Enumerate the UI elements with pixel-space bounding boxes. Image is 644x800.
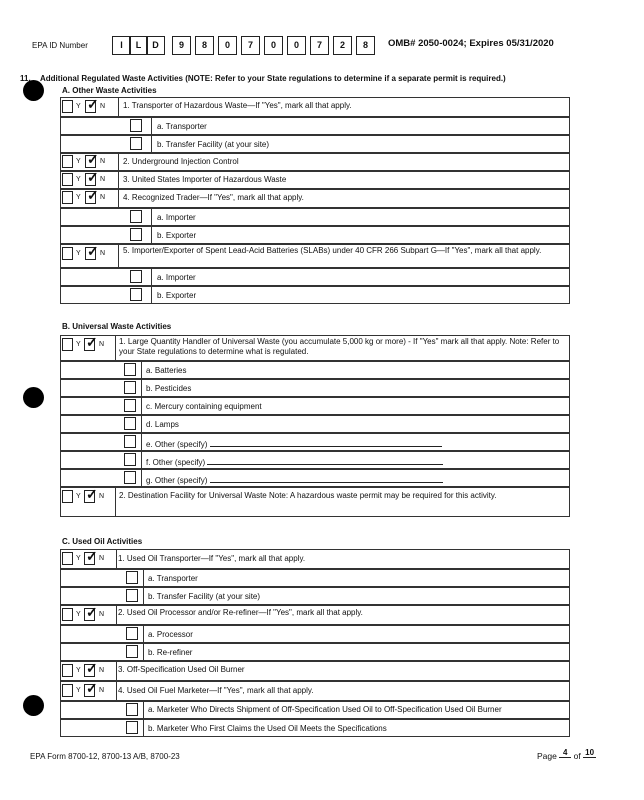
c1b-label: b. Transfer Facility (at your site): [148, 592, 261, 601]
a4a-label: a. Importer: [157, 213, 196, 222]
epa-id-char: 0: [218, 36, 237, 55]
c2-yes-label: Y: [76, 611, 81, 618]
punch-hole-bottom: [23, 695, 44, 716]
b1-label: 1. Large Quantity Handler of Universal Waste (you accumulate 5,000 kg or more) - If "Yes" mark all that apply. Note: Refer to your State regulations to determine what is regulated.: [119, 337, 560, 356]
c2a-label: a. Processor: [148, 630, 193, 639]
b1b-row: [60, 379, 570, 397]
footer-page: Page 4 of 10: [537, 748, 596, 761]
c4-no-checkbox[interactable]: [84, 680, 98, 697]
a4-yes-label: Y: [76, 194, 81, 201]
b1g-checkbox[interactable]: [124, 471, 136, 484]
epa-id-char: 8: [195, 36, 214, 55]
b1-no-label: N: [99, 341, 105, 348]
checkmark-icon: ✓: [86, 486, 98, 502]
a5-yes-label: Y: [76, 250, 81, 257]
checkmark-icon: ✓: [87, 151, 99, 167]
checkmark-icon: ✓: [86, 334, 98, 350]
a3-yes-checkbox[interactable]: [62, 173, 73, 186]
c3-label: 3. Off-Specification Used Oil Burner: [118, 665, 245, 674]
a3-no-checkbox[interactable]: [85, 169, 99, 186]
b1a-label: a. Batteries: [146, 366, 187, 375]
a3-no-label: N: [100, 176, 106, 183]
a2-no-label: N: [100, 158, 106, 165]
a2-yes-label: Y: [76, 158, 81, 165]
b1d-label: d. Lamps: [146, 420, 179, 429]
checkmark-icon: ✓: [87, 169, 99, 185]
page-number: 4: [559, 748, 571, 758]
b1d-checkbox[interactable]: [124, 417, 136, 430]
a1-no-checkbox[interactable]: [85, 96, 99, 113]
a1-label: 1. Transporter of Hazardous Waste—If "Yes", mark all that apply.: [123, 101, 352, 110]
a4-no-checkbox[interactable]: [85, 187, 99, 204]
page-total: 10: [583, 748, 596, 758]
epa-id-char: 7: [310, 36, 329, 55]
c4a-checkbox[interactable]: [126, 703, 138, 716]
a4b-label: b. Exporter: [157, 231, 197, 240]
c1a-checkbox[interactable]: [126, 571, 138, 584]
c3-no-checkbox[interactable]: [84, 660, 98, 677]
part-b-title: B. Universal Waste Activities: [62, 322, 172, 331]
a5-no-checkbox[interactable]: [85, 243, 99, 260]
punch-hole-middle: [23, 387, 44, 408]
c2-label: 2. Used Oil Processor and/or Re-refiner—If "Yes", mark all that apply.: [118, 608, 363, 617]
a1a-label: a. Transporter: [157, 122, 207, 131]
c4-yes-checkbox[interactable]: [62, 684, 73, 697]
part-c-title: C. Used Oil Activities: [62, 537, 143, 546]
a4-label: 4. Recognized Trader—If "Yes", mark all that apply.: [123, 193, 304, 202]
section-number: 11.: [20, 74, 31, 83]
a5b-label: b. Exporter: [157, 291, 197, 300]
a1-yes-label: Y: [76, 103, 81, 110]
checkmark-icon: ✓: [86, 680, 98, 696]
a1-yes-checkbox[interactable]: [62, 100, 73, 113]
b2-label: 2. Destination Facility for Universal Waste Note: A hazardous waste permit may be required for this activity.: [119, 491, 497, 500]
b1-no-checkbox[interactable]: [84, 334, 98, 351]
epa-id-char: 7: [241, 36, 260, 55]
a3-yes-label: Y: [76, 176, 81, 183]
b1g-label: g. Other (specify): [146, 474, 443, 485]
c2b-checkbox[interactable]: [126, 645, 138, 658]
a5b-checkbox[interactable]: [130, 288, 142, 301]
b1c-label: c. Mercury containing equipment: [146, 402, 262, 411]
omb-number: OMB# 2050-0024; Expires 05/31/2020: [388, 38, 554, 49]
checkmark-icon: ✓: [87, 187, 99, 203]
b1d-row: [60, 415, 570, 433]
a1b-label: b. Transfer Facility (at your site): [157, 140, 270, 149]
epa-id-char: 9: [172, 36, 191, 55]
c2b-label: b. Re-refiner: [148, 648, 193, 657]
checkmark-icon: ✓: [87, 96, 99, 112]
b1c-checkbox[interactable]: [124, 399, 136, 412]
c2-no-label: N: [99, 611, 105, 618]
epa-id-char: L: [129, 36, 148, 55]
c4a-label: a. Marketer Who Directs Shipment of Off-Specification Used Oil to Off-Specification Used Oil Burner: [148, 705, 502, 714]
footer-form: EPA Form 8700-12, 8700-13 A/B, 8700-23: [30, 752, 180, 761]
b1-yes-label: Y: [76, 341, 81, 348]
c1-yes-label: Y: [76, 555, 81, 562]
a2-no-checkbox[interactable]: [85, 151, 99, 168]
c2-yes-checkbox[interactable]: [62, 608, 73, 621]
c4-yes-label: Y: [76, 687, 81, 694]
a4-no-label: N: [100, 194, 106, 201]
c1-yes-checkbox[interactable]: [62, 552, 73, 565]
checkmark-icon: ✓: [86, 548, 98, 564]
epa-id-char: D: [146, 36, 165, 55]
b1f-label: f. Other (specify): [146, 456, 443, 467]
b1c-row: [60, 397, 570, 415]
a1a-checkbox[interactable]: [130, 119, 142, 132]
b1b-label: b. Pesticides: [146, 384, 192, 393]
epa-id-char: 0: [287, 36, 306, 55]
c1-no-label: N: [99, 555, 105, 562]
c1-no-checkbox[interactable]: [84, 548, 98, 565]
c3-yes-label: Y: [76, 667, 81, 674]
b1e-label: e. Other (specify): [146, 438, 442, 449]
c4b-checkbox[interactable]: [126, 721, 138, 734]
b1f-checkbox[interactable]: [124, 453, 136, 466]
c3-no-label: N: [99, 667, 105, 674]
c2a-checkbox[interactable]: [126, 627, 138, 640]
checkmark-icon: ✓: [87, 243, 99, 259]
c3-yes-checkbox[interactable]: [62, 664, 73, 677]
c4-no-label: N: [99, 687, 105, 694]
a5-yes-checkbox[interactable]: [62, 247, 73, 260]
c4b-label: b. Marketer Who First Claims the Used Oil Meets the Specifications: [148, 724, 387, 733]
b2-no-checkbox[interactable]: [84, 486, 98, 503]
b1e-checkbox[interactable]: [124, 435, 136, 448]
b1-yes-checkbox[interactable]: [62, 338, 73, 351]
a4a-checkbox[interactable]: [130, 210, 142, 223]
a4b-checkbox[interactable]: [130, 228, 142, 241]
section-title: Additional Regulated Waste Activities (NOTE: Refer to your State regulations to determine if a separate permit is required.): [40, 74, 506, 83]
epa-id-char: 0: [264, 36, 283, 55]
epa-id-char: 2: [333, 36, 352, 55]
b1b-checkbox[interactable]: [124, 381, 136, 394]
c4-label: 4. Used Oil Fuel Marketer—If "Yes", mark all that apply.: [118, 686, 314, 695]
epa-id-char: 8: [356, 36, 375, 55]
checkmark-icon: ✓: [86, 604, 98, 620]
a5a-checkbox[interactable]: [130, 270, 142, 283]
a3-label: 3. United States Importer of Hazardous Waste: [123, 175, 287, 184]
c2-no-checkbox[interactable]: [84, 604, 98, 621]
c1-label: 1. Used Oil Transporter—If "Yes", mark all that apply.: [118, 554, 306, 563]
b2-yes-checkbox[interactable]: [62, 490, 73, 503]
a1-no-label: N: [100, 103, 106, 110]
c1b-checkbox[interactable]: [126, 589, 138, 602]
a2-label: 2. Underground Injection Control: [123, 157, 239, 166]
part-a-title: A. Other Waste Activities: [62, 86, 157, 95]
b2-no-label: N: [99, 493, 105, 500]
c1a-label: a. Transporter: [148, 574, 198, 583]
a1b-checkbox[interactable]: [130, 137, 142, 150]
a2-yes-checkbox[interactable]: [62, 155, 73, 168]
a5a-label: a. Importer: [157, 273, 196, 282]
b1a-row: [60, 361, 570, 379]
b2-yes-label: Y: [76, 493, 81, 500]
punch-hole-top: [23, 80, 44, 101]
a5-label: 5. Importer/Exporter of Spent Lead-Acid Batteries (SLABs) under 40 CFR 266 Subpart G—If "Yes", mark all that apply.: [123, 246, 542, 255]
epa-id-char: I: [112, 36, 131, 55]
checkmark-icon: ✓: [86, 660, 98, 676]
a4-yes-checkbox[interactable]: [62, 191, 73, 204]
epa-id-label: EPA ID Number: [32, 41, 88, 50]
a5-no-label: N: [100, 250, 106, 257]
b1a-checkbox[interactable]: [124, 363, 136, 376]
